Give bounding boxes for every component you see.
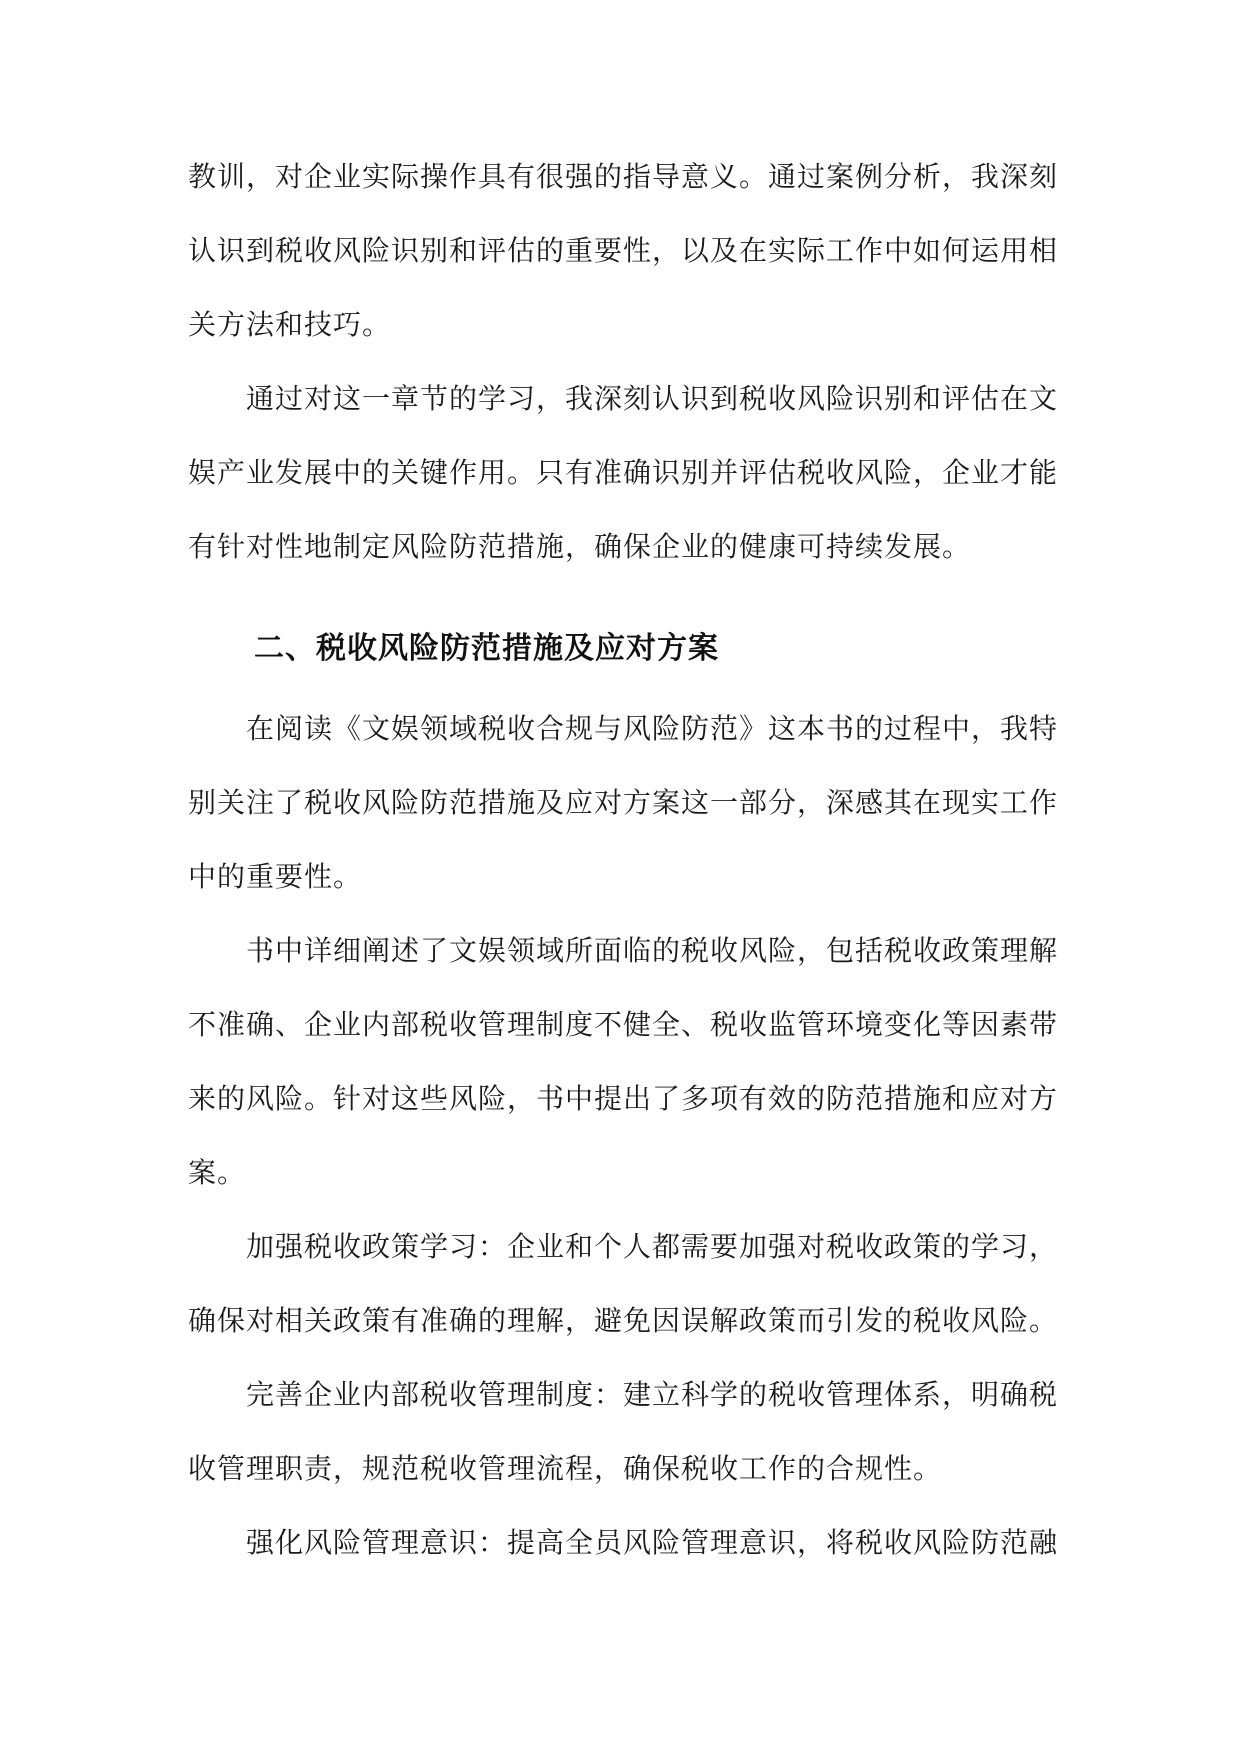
section-heading: 二、税收风险防范措施及应对方案 — [254, 631, 719, 666]
paragraph: 通过对这一章节的学习，我深刻认识到税收风险识别和评估在文娱产业发展中的关键作用。只有准确识别并评估税收风险，企业才能有针对性地制定风险防范措施，确保企业的健康可持续发展。 — [188, 382, 1059, 563]
paragraph: 完善企业内部税收管理制度：建立科学的税收管理体系，明确税收管理职责，规范税收管理流程，确保税收工作的合规性。 — [188, 1378, 1059, 1485]
paragraph: 书中详细阐述了文娱领域所面临的税收风险，包括税收政策理解不准确、企业内部税收管理制度不健全、税收监管环境变化等因素带来的风险。针对这些风险，书中提出了多项有效的防范措施和应对方案。 — [188, 934, 1059, 1189]
paragraph-continuation: 教训，对企业实际操作具有很强的指导意义。通过案例分析，我深刻认识到税收风险识别和评估的重要性，以及在实际工作中如何运用相关方法和技巧。 — [188, 160, 1059, 341]
paragraph: 在阅读《文娱领域税收合规与风险防范》这本书的过程中，我特别关注了税收风险防范措施及应对方案这一部分，深感其在现实工作中的重要性。 — [188, 712, 1059, 893]
paragraph: 加强税收政策学习：企业和个人都需要加强对税收政策的学习，确保对相关政策有准确的理解，避免因误解政策而引发的税收风险。 — [188, 1230, 1059, 1337]
document-body — [188, 140, 1058, 1580]
paragraph: 强化风险管理意识：提高全员风险管理意识，将税收风险防范融 — [246, 1526, 1059, 1559]
